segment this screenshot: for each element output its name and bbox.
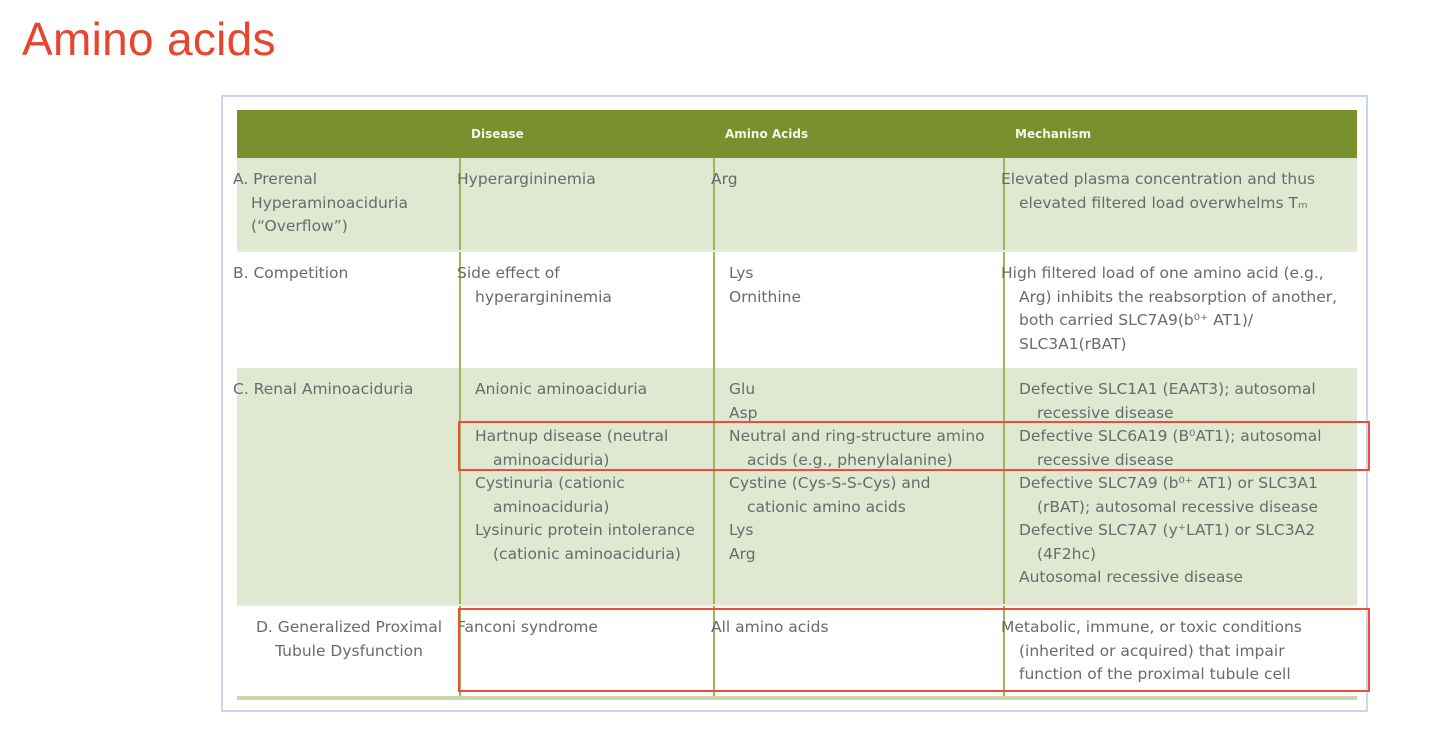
header-amino-acids: Amino Acids <box>725 127 809 141</box>
disease-item: Anionic aminoaciduria <box>475 380 648 398</box>
amino-acid-item: Arg <box>729 544 756 563</box>
header-disease: Disease <box>471 127 524 141</box>
amino-acid-item: Lys <box>729 264 754 282</box>
table-row-generalized-proximal <box>237 604 1357 696</box>
amino-acid-item: Glu <box>729 380 756 398</box>
disease-item: Cystinuria (cationic aminoaciduria) <box>475 474 625 516</box>
amino-acids-cell <box>713 368 1003 604</box>
disease-item: Hartnup disease (neutral aminoaciduria) <box>475 427 669 469</box>
table-bottom-rule <box>237 696 1357 700</box>
amino-acids-cell <box>713 252 1003 368</box>
slide-title: Amino acids <box>22 13 276 65</box>
mechanism-item: Defective SLC1A1 (EAAT3); autosomal recessive disease <box>1019 380 1316 422</box>
table-row-competition <box>233 250 1357 368</box>
mechanism-item: Defective SLC6A19 (B⁰AT1); autosomal recessive disease <box>1019 427 1322 469</box>
table-header <box>237 110 1357 158</box>
amino-acid-item: Asp <box>729 403 758 422</box>
table-row-renal-aminoaciduria <box>233 368 1357 604</box>
disease-cell <box>459 368 713 604</box>
mechanism-item: Defective SLC7A7 (y⁺LAT1) or SLC3A2 (4F2hc) <box>1019 521 1316 563</box>
aminoaciduria-table <box>233 110 1357 700</box>
header-mechanism: Mechanism <box>1015 127 1092 141</box>
table-row-prerenal <box>233 158 1357 250</box>
category-cell: D. Generalized Proximal Tubule Dysfunction <box>255 618 443 660</box>
amino-acid-item: Ornithine <box>729 287 801 306</box>
amino-acids-cell: Arg <box>713 158 1003 250</box>
amino-acids-cell: All amino acids <box>713 606 1003 696</box>
mechanism-cell: Elevated plasma concentration and thus elevated filtered load overwhelms Tₘ <box>1003 158 1357 250</box>
mechanism-cell <box>1003 368 1357 604</box>
mechanism-cell: Metabolic, immune, or toxic conditions (inherited or acquired) that impair function of the proximal tubule cell <box>1003 606 1357 696</box>
category-cell: A. Prerenal Hyperaminoaciduria (“Overflow”) <box>233 170 408 235</box>
disease-cell: Hyperargininemia <box>459 158 713 250</box>
mechanism-item: Defective SLC7A9 (b⁰⁺ AT1) or SLC3A1 (rBAT); autosomal recessive disease <box>1019 474 1318 516</box>
amino-acid-item: Cystine (Cys-S-S-Cys) and cationic amino acids <box>729 474 931 516</box>
mechanism-item: Autosomal recessive disease <box>1019 568 1243 586</box>
category-cell: B. Competition <box>233 264 349 282</box>
disease-cell: Fanconi syndrome <box>459 606 713 696</box>
disease-item: Lysinuric protein intolerance (cationic aminoaciduria) <box>475 521 695 563</box>
category-cell: C. Renal Aminoaciduria <box>233 380 414 398</box>
amino-acid-item: Lys <box>729 521 754 539</box>
disease-cell: Side effect of hyperargininemia <box>459 252 713 368</box>
amino-acid-item: Neutral and ring-structure amino acids (e.g., phenylalanine) <box>729 427 985 469</box>
mechanism-cell: High filtered load of one amino acid (e.g., Arg) inhibits the reabsorption of another, both carried SLC7A9(b⁰⁺ AT1)/ SLC3A1(rBAT) <box>1003 252 1357 368</box>
